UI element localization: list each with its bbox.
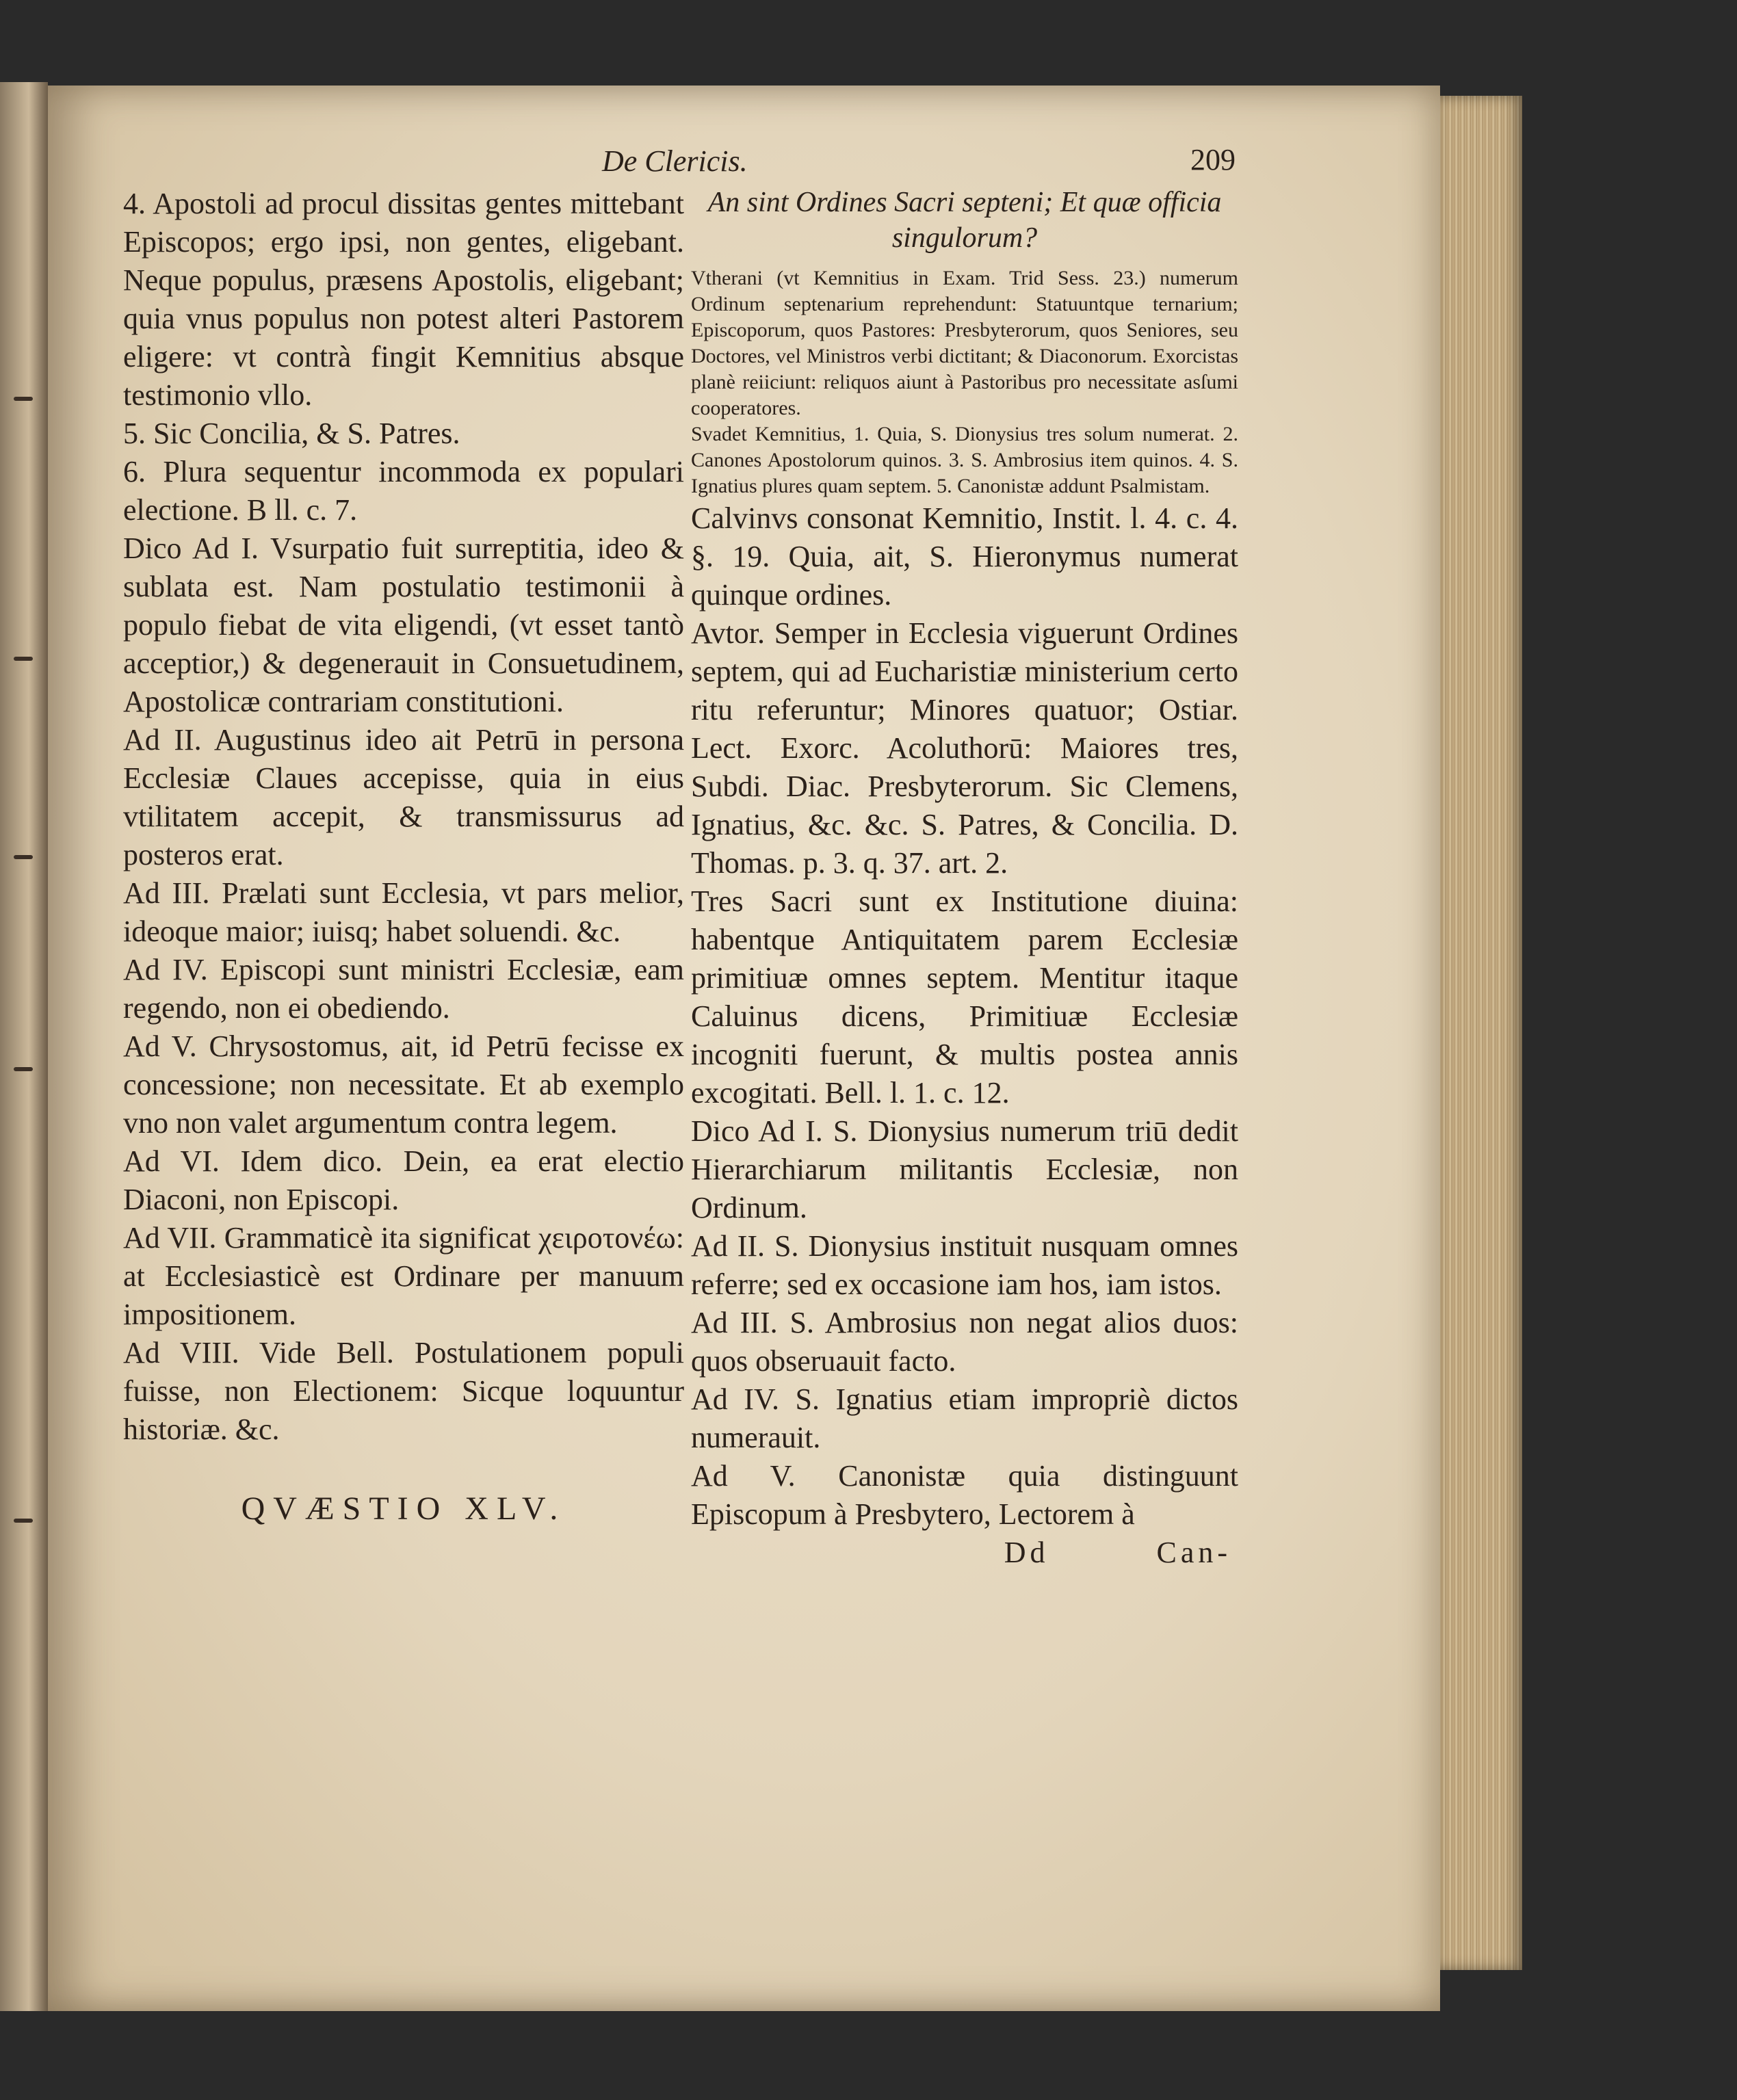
- paragraph: 4. Apostoli ad procul dissitas gentes mittebant Episcopos; ergo ipsi, non gentes, eligebant. Neque populus, præsens Apostolis, eligebant; quia vnus populus non potest alteri Pastorem eligere: vt contrà fingit Kemnitius absque testimonio vllo.: [123, 187, 684, 412]
- paragraph: Ad III. Prælati sunt Ecclesia, vt pars melior, ideoque maior; iuisq; habet soluendi. &c.: [123, 876, 684, 948]
- paragraph: Ad II. S. Dionysius instituit nusquam omnes referre; sed ex occasione iam hos, iam istos.: [691, 1229, 1238, 1301]
- paragraph: Ad V. Chrysostomus, ait, id Petrū fecisse ex concessione; non necessitate. Et ab exemplo vno non valet argumentum contra legem.: [123, 1029, 684, 1140]
- paragraph: Ad IV. S. Ignatius etiam impropriè dictos numerauit.: [691, 1382, 1238, 1454]
- margin-mark: [14, 855, 33, 859]
- paragraph: Ad VI. Idem dico. Dein, ea erat electio Diaconi, non Episcopi.: [123, 1144, 684, 1216]
- left-column: [123, 185, 684, 1528]
- paragraph: Dico Ad I. S. Dionysius numerum triū dedit Hierarchiarum militantis Ecclesiæ, non Ordinum.: [691, 1114, 1238, 1224]
- paragraph: Ad IV. Episcopi sunt ministri Ecclesiæ, eam regendo, non ei obediendo.: [123, 953, 684, 1025]
- margin-mark: [14, 1067, 33, 1071]
- paragraph: Ad VIII. Vide Bell. Postulationem populi fuisse, non Electionem: Sicque loquuntur historiæ. &c.: [123, 1336, 684, 1446]
- paragraph: Tres Sacri sunt ex Institutione diuina: habentque Antiquitatem parem Ecclesiæ primitiuæ omnes septem. Mentitur itaque Caluinus dicens, Primitiuæ Ecclesiæ incogniti fuerunt, & multis postea annis excogitati. Bell. l. 1. c. 12.: [691, 884, 1238, 1110]
- running-head: De Clericis.: [602, 144, 748, 178]
- margin-mark: [14, 1519, 33, 1523]
- question-title: QVÆSTIO XLV.: [241, 1491, 566, 1527]
- catchword-line: [691, 1534, 1238, 1572]
- section-heading: An sint Ordines Sacri septeni; Et quæ officia singulorum?: [707, 187, 1222, 254]
- facing-page-edge: [0, 82, 48, 2011]
- margin-mark: [14, 657, 33, 661]
- paragraph: Dico Ad I. Vsurpatio fuit surreptitia, ideo & sublata est. Nam postulatio testimonii à populo fiebat de vita eligendi, (vt esset tantò acceptior,) & degenerauit in Consuetudinem, Apostolicæ contrariam constitutioni.: [123, 531, 684, 718]
- paragraph: Ad III. S. Ambrosius non negat alios duos: quos obseruauit facto.: [691, 1306, 1238, 1378]
- paragraph: Ad VII. Grammaticè ita significat χειροτονέω: at Ecclesiasticè est Ordinare per manuum impositionem.: [123, 1221, 684, 1331]
- summary-paragraph: Svadet Kemnitius, 1. Quia, S. Dionysius tres solum numerat. 2. Canones Apostolorum quinos. 3. S. Ambrosius item quinos. 4. S. Ignatius plures quam septem. 5. Canonistæ addunt Psalmistam.: [691, 423, 1238, 497]
- margin-mark: [14, 397, 33, 401]
- paragraph: Calvinvs consonat Kemnitio, Instit. l. 4. c. 4. §. 19. Quia, ait, S. Hieronymus numerat quinque ordines.: [691, 501, 1238, 612]
- catchword: Can-: [1156, 1536, 1231, 1569]
- signature-mark: Dd: [1004, 1536, 1049, 1569]
- paragraph: Ad V. Canonistæ quia distinguunt Episcopum à Presbytero, Lectorem à: [691, 1459, 1238, 1531]
- right-column: [691, 185, 1238, 1572]
- page-stack-edge: [1440, 96, 1522, 1970]
- paragraph: 6. Plura sequentur incommoda ex populari electione. B ll. c. 7.: [123, 455, 684, 527]
- paragraph: Ad II. Augustinus ideo ait Petrū in persona Ecclesiæ Claues accepisse, quia in eius vtilitatem accepit, & transmissurus ad posteros erat.: [123, 723, 684, 871]
- summary-paragraph: Vtherani (vt Kemnitius in Exam. Trid Sess. 23.) numerum Ordinum septenarium reprehendunt: Statuuntque ternarium; Episcoporum, quos Pastores: Presbyterorum, quos Seniores, seu Doctores, vel Ministros verbi dictitant; & Diaconorum. Exorcistas planè reiiciunt: reliquos aiunt à Pastoribus pro necessitate asſumi cooperatores.: [691, 267, 1238, 419]
- page-number: 209: [1190, 143, 1236, 176]
- paragraph: 5. Sic Concilia, & S. Patres.: [123, 417, 460, 450]
- paragraph: Avtor. Semper in Ecclesia viguerunt Ordines septem, qui ad Eucharistiæ ministerium certo ritu referuntur; Minores quatuor; Ostiar. Lect. Exorc. Acoluthorū: Maiores tres, Subdi. Diac. Presbyterorum. Sic Clemens, Ignatius, &c. &c. S. Patres, & Concilia. D. Thomas. p. 3. q. 37. art. 2.: [691, 616, 1238, 880]
